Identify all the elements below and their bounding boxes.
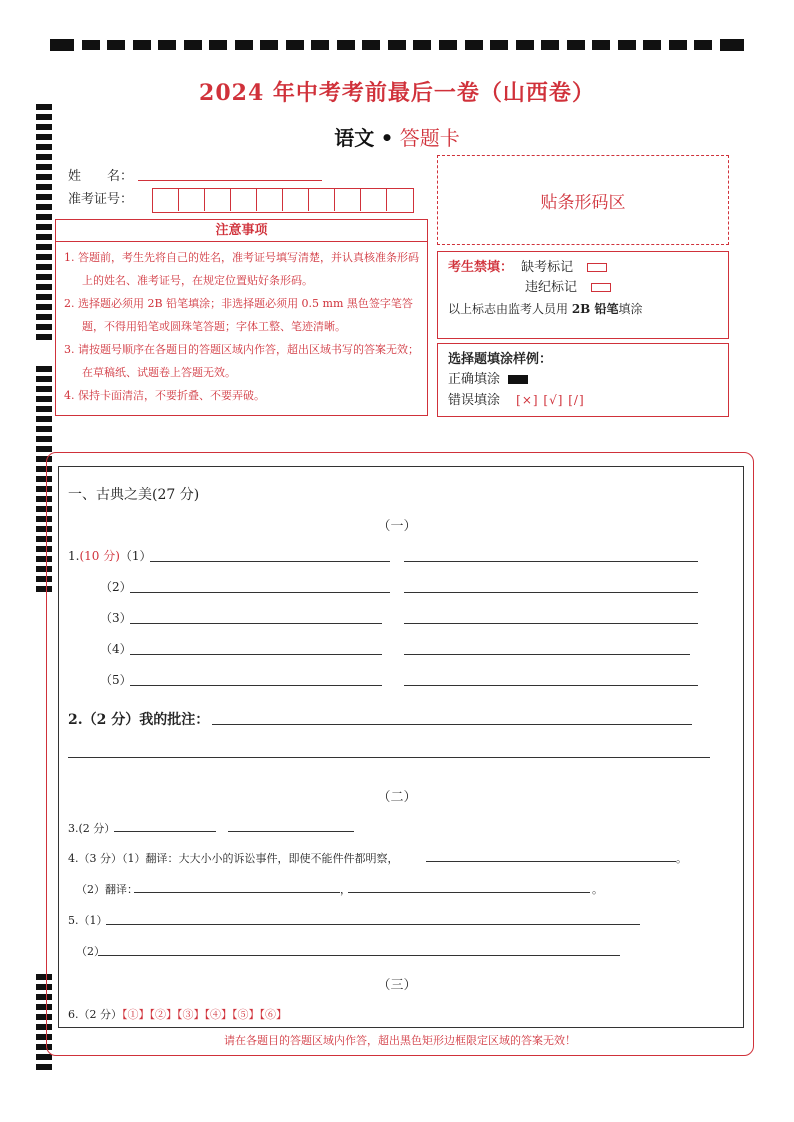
- barcode-label: 贴条形码区: [540, 192, 626, 213]
- absent-mark-box[interactable]: [587, 263, 607, 272]
- timing-mark: [36, 164, 52, 170]
- timing-mark: [260, 40, 278, 50]
- fill-sample-box: [437, 343, 729, 417]
- timing-mark: [36, 284, 52, 290]
- q1-4-line-a[interactable]: [130, 654, 382, 655]
- q1-1-line-a[interactable]: [150, 561, 390, 562]
- q4-2-line-a[interactable]: [134, 892, 340, 893]
- timing-mark: [643, 40, 661, 50]
- sample-title: 选择题填涂样例：: [448, 352, 553, 367]
- timing-mark: [36, 174, 52, 180]
- q1-number: 1.: [68, 549, 80, 563]
- timing-mark: [50, 39, 74, 51]
- timing-mark: [618, 40, 636, 50]
- timing-mark: [36, 436, 52, 442]
- forbid-note-prefix: 以上标志由监考人员用: [448, 302, 572, 316]
- timing-mark: [388, 40, 406, 50]
- timing-mark: [413, 40, 431, 50]
- q4-2-end: 。: [592, 883, 603, 896]
- q2-label: 2.（2 分）我的批注：: [68, 712, 210, 728]
- timing-mark: [36, 194, 52, 200]
- forbid-note-bold: 2B 铅笔: [571, 302, 619, 316]
- exam-id-label: 准考证号：: [68, 192, 134, 207]
- timing-mark: [82, 40, 100, 50]
- wrong-fill-marks: [×] [√] [/]: [516, 393, 585, 407]
- timing-mark: [36, 304, 52, 310]
- notice-list: [56, 242, 427, 407]
- q1-sub4-label: （4）: [100, 642, 132, 656]
- q6-number: 6.（2 分）: [68, 1008, 122, 1021]
- timing-mark: [311, 40, 329, 50]
- timing-mark: [337, 40, 355, 50]
- name-field[interactable]: [138, 180, 322, 181]
- timing-mark: [36, 396, 52, 402]
- timing-mark: [36, 254, 52, 260]
- wrong-label: 错误填涂: [448, 393, 501, 408]
- exam-id-digit-box[interactable]: [179, 189, 205, 211]
- timing-mark: [36, 334, 52, 340]
- q4-1-end: 。: [676, 852, 687, 865]
- part2-title: （二）: [377, 790, 417, 805]
- timing-mark: [36, 376, 52, 382]
- q1-3-line-a[interactable]: [130, 623, 382, 624]
- violation-mark-box[interactable]: [591, 283, 611, 292]
- q1-1-line-b[interactable]: [404, 561, 698, 562]
- q3-line-b[interactable]: [228, 831, 354, 832]
- timing-mark: [133, 40, 151, 50]
- part3-title: （三）: [377, 978, 417, 993]
- q1-5-line-a[interactable]: [130, 685, 382, 686]
- timing-mark: [36, 204, 52, 210]
- exam-id-digit-box[interactable]: [309, 189, 335, 211]
- q4-2-comma: ，: [340, 883, 351, 896]
- timing-mark: [362, 40, 380, 50]
- timing-mark: [209, 40, 227, 50]
- subject-line: [0, 122, 794, 151]
- q3-label: 3.(2 分）: [68, 822, 116, 835]
- q1-sub5-label: （5）: [100, 673, 132, 687]
- q2-line-2[interactable]: [68, 757, 710, 758]
- timing-mark: [541, 40, 559, 50]
- q5-2-line[interactable]: [98, 955, 620, 956]
- forbid-note-suffix: 填涂: [618, 302, 643, 316]
- q5-2-label: （2）: [76, 945, 105, 958]
- q4-2-label: （2）翻译：: [76, 883, 138, 896]
- q1-3-line-b[interactable]: [404, 623, 698, 624]
- q1-2-line-b[interactable]: [404, 592, 698, 593]
- exam-id-digit-box[interactable]: [257, 189, 283, 211]
- barcode-area: [437, 155, 729, 245]
- card-label: 答题卡: [399, 126, 460, 150]
- correct-fill-mark: [508, 375, 528, 384]
- q1-sub3-label: （3）: [100, 611, 132, 625]
- timing-mark: [235, 40, 253, 50]
- part1-title: （一）: [377, 519, 417, 534]
- q1-sub2-label: （2）: [100, 580, 132, 594]
- subject-name: 语文: [334, 126, 375, 150]
- q1-4-line-b[interactable]: [404, 654, 690, 655]
- q1-label: [68, 547, 152, 564]
- q5-1-line[interactable]: [106, 924, 640, 925]
- timing-mark: [36, 416, 52, 422]
- timing-mark: [107, 40, 125, 50]
- timing-mark: [36, 184, 52, 190]
- forbid-box: [437, 251, 729, 339]
- exam-title: 2024 年中考考前最后一卷（山西卷）: [199, 80, 595, 106]
- section1-title: 一、古典之美(27 分): [68, 487, 200, 503]
- q3-line-a[interactable]: [114, 831, 216, 832]
- q6-options[interactable]: 【①】【②】【③】【④】【⑤】【⑥】: [122, 1008, 287, 1021]
- name-label: 姓 名：: [68, 169, 134, 184]
- timing-mark: [36, 366, 52, 372]
- bottom-warning-note: 请在各题目的答题区域内作答，超出黑色矩形边框限定区域的答案无效！: [224, 1034, 576, 1047]
- exam-id-digit-box[interactable]: [205, 189, 231, 211]
- notice-item: 3. 请按题号顺序在各题目的答题区域内作答，超出区域书写的答案无效；在草稿纸、试题卷上答题无效。: [64, 343, 419, 379]
- timing-mark: [36, 314, 52, 320]
- q1-5-line-b[interactable]: [404, 685, 698, 686]
- q4-1-label: 4.（3 分）（1）翻译：大大小小的诉讼事件，即使不能件件都明察，: [68, 852, 399, 865]
- q2-line-1[interactable]: [212, 724, 692, 725]
- timing-mark: [720, 39, 744, 51]
- q1-2-line-a[interactable]: [130, 592, 390, 593]
- timing-mark: [36, 154, 52, 160]
- notice-item: 4. 保持卡面清洁，不要折叠、不要弄破。: [64, 389, 265, 402]
- notice-title: 注意事项: [56, 220, 427, 242]
- answer-area: [58, 466, 744, 1028]
- exam-id-boxes[interactable]: [152, 188, 414, 213]
- timing-mark: [669, 40, 687, 50]
- timing-mark: [36, 446, 52, 452]
- timing-mark: [516, 40, 534, 50]
- timing-mark: [158, 40, 176, 50]
- timing-mark: [36, 1054, 52, 1060]
- timing-mark: [36, 244, 52, 250]
- violation-label: 违纪标记: [525, 280, 578, 295]
- timing-mark: [694, 40, 712, 50]
- timing-mark: [439, 40, 457, 50]
- q6-label: [68, 1006, 287, 1022]
- q4-2-line-b[interactable]: [348, 892, 590, 893]
- timing-mark: [36, 224, 52, 230]
- timing-mark: [36, 294, 52, 300]
- timing-mark: [592, 40, 610, 50]
- timing-mark: [36, 1064, 52, 1070]
- exam-id-digit-box[interactable]: [283, 189, 309, 211]
- exam-id-digit-box[interactable]: [153, 189, 179, 211]
- timing-mark: [286, 40, 304, 50]
- timing-mark: [36, 386, 52, 392]
- absent-label: 缺考标记: [521, 260, 574, 275]
- top-timing-marks: [50, 38, 744, 52]
- forbid-label: 考生禁填：: [448, 260, 514, 275]
- timing-mark: [36, 264, 52, 270]
- correct-label: 正确填涂: [448, 372, 501, 387]
- q4-1-line[interactable]: [426, 861, 676, 862]
- timing-mark: [490, 40, 508, 50]
- exam-id-digit-box[interactable]: [387, 189, 413, 211]
- timing-mark: [184, 40, 202, 50]
- notice-item: 2. 选择题必须用 2B 铅笔填涂；非选择题必须用 0.5 mm 黑色签字笔答题，不得用铅笔或圆珠笔答题；字体工整、笔迹清晰。: [64, 297, 413, 333]
- subject-dot: •: [380, 126, 394, 150]
- exam-id-digit-box[interactable]: [361, 189, 387, 211]
- q1-sub1-label: （1）: [119, 549, 152, 563]
- timing-mark: [36, 324, 52, 330]
- timing-mark: [465, 40, 483, 50]
- q5-1-label: 5.（1）: [68, 914, 108, 927]
- timing-mark: [36, 114, 52, 120]
- timing-mark: [36, 214, 52, 220]
- exam-id-digit-box[interactable]: [335, 189, 361, 211]
- notice-item: 1. 答题前，考生先将自己的姓名，准考证号填写清楚，并认真核准条形码上的姓名、准考证号，在规定位置贴好条形码。: [64, 251, 419, 287]
- timing-mark: [567, 40, 585, 50]
- q1-score: (10 分): [79, 549, 120, 563]
- timing-mark: [36, 234, 52, 240]
- notice-box: [55, 219, 428, 416]
- exam-id-digit-box[interactable]: [231, 189, 257, 211]
- timing-mark: [36, 406, 52, 412]
- timing-mark: [36, 274, 52, 280]
- timing-mark: [36, 426, 52, 432]
